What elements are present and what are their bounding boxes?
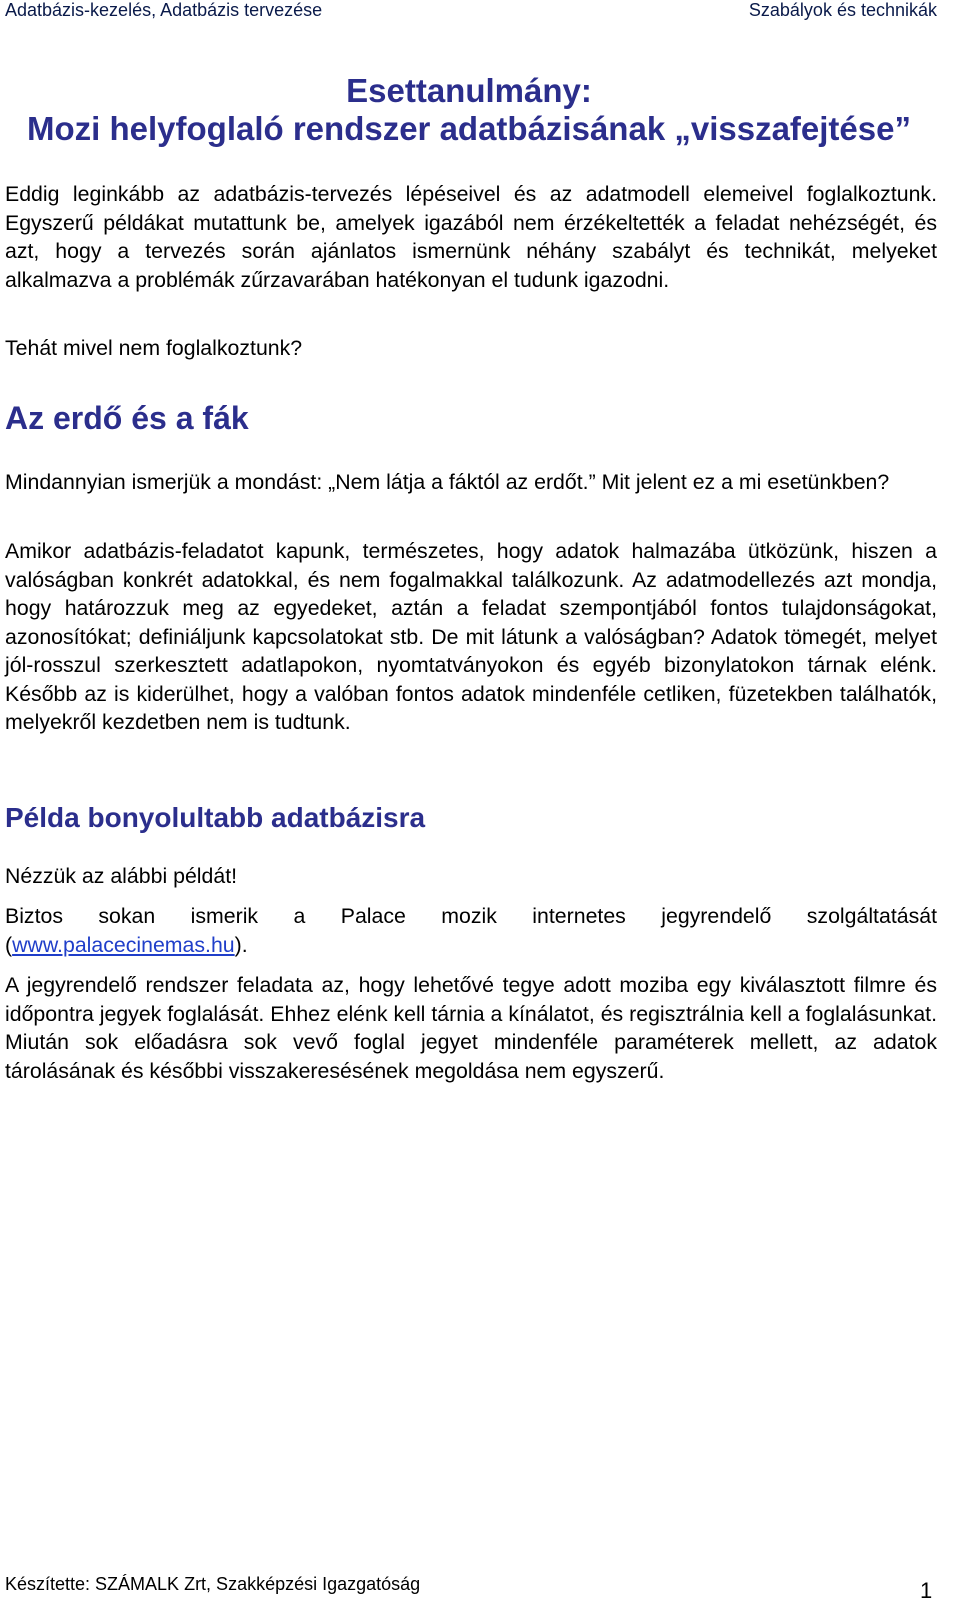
palace-link[interactable]: www.palacecinemas.hu bbox=[12, 932, 235, 957]
title-line-2: Mozi helyfoglaló rendszer adatbázisának „visszafejtése” bbox=[27, 110, 911, 147]
system-paragraph: A jegyrendelő rendszer feladata az, hogy lehetővé tegye adott moziba egy kiválasztott filmre és időpontra jegyek foglalását. Ehhez elénk kell tárnia a kínálatot, és regisztrálnia kell a foglalásunkat. Miután sok előadásra sok vevő foglal jegyet mindenféle paraméterek mellett, az adatok tárolásának és későbbi visszakeresésének megoldása nem egyszerű. bbox=[5, 973, 937, 1083]
system-block bbox=[5, 971, 937, 1085]
document-title bbox=[0, 72, 938, 148]
data-task-block bbox=[5, 537, 937, 737]
palace-text-after: ). bbox=[234, 932, 248, 957]
page-header bbox=[5, 0, 937, 24]
intro-paragraph: Eddig leginkább az adatbázis-tervezés lépéseivel és az adatmodell elemeivel foglalkoztunk. Egyszerű példákat mutattunk be, amelyek igazából nem érzékeltették a feladat nehézségét, és azt, hogy a tervezés során ajánlatos ismernünk néhány szabályt és technikát, melyeket alkalmazva a problémák zűrzavarában hatékonyan el tudunk igazodni. bbox=[5, 182, 937, 292]
saying-paragraph: Mindannyian ismerjük a mondást: „Nem látja a fáktól az erdőt.” Mit jelent ez a mi esetünkben? bbox=[5, 470, 890, 494]
palace-paragraph bbox=[5, 902, 937, 959]
header-right: Szabályok és technikák bbox=[748, 0, 937, 20]
question-block bbox=[5, 334, 937, 363]
palace-text-before: Biztos sokan ismerik a Palace mozik internetes jegyrendelő szolgáltatását ( bbox=[5, 904, 937, 957]
question-paragraph: Tehát mivel nem foglalkoztunk? bbox=[5, 336, 303, 360]
saying-block bbox=[5, 468, 937, 497]
page-number: 1 bbox=[920, 1578, 933, 1603]
header-left: Adatbázis-kezelés, Adatbázis tervezése bbox=[5, 0, 323, 20]
intro-block bbox=[5, 180, 937, 294]
look-block bbox=[5, 862, 937, 891]
title-line-1: Esettanulmány: bbox=[346, 72, 592, 109]
page-footer: Készítette: SZÁMALK Zrt, Szakképzési Igazgatóság bbox=[5, 1574, 421, 1594]
heading-forest: Az erdő és a fák bbox=[5, 400, 249, 436]
data-task-paragraph: Amikor adatbázis-feladatot kapunk, természetes, hogy adatok halmazába ütközünk, hiszen a valóságban konkrét adatokkal, és nem fogalmakkal találkozunk. Az adatmodellezés azt mondja, hogy határozzuk meg az egyedeket, aztán a feladat szempontjából fontos tulajdonságokat, azonosítókat; definiáljunk kapcsolatokat stb. De mit látunk a valóságban? Adatok tömegét, melyet jól-rosszul szerkesztett adatlapokon, nyomtatványokon és egyéb bizonylatokon tárnak elénk. Később az is kiderülhet, hogy a valóban fontos adatok mindenféle cetliken, füzetekben találhatók, melyekről kezdetben nem is tudtunk. bbox=[5, 539, 937, 734]
heading-example: Példa bonyolultabb adatbázisra bbox=[5, 802, 426, 833]
palace-block bbox=[5, 902, 937, 959]
look-paragraph: Nézzük az alábbi példát! bbox=[5, 864, 238, 888]
